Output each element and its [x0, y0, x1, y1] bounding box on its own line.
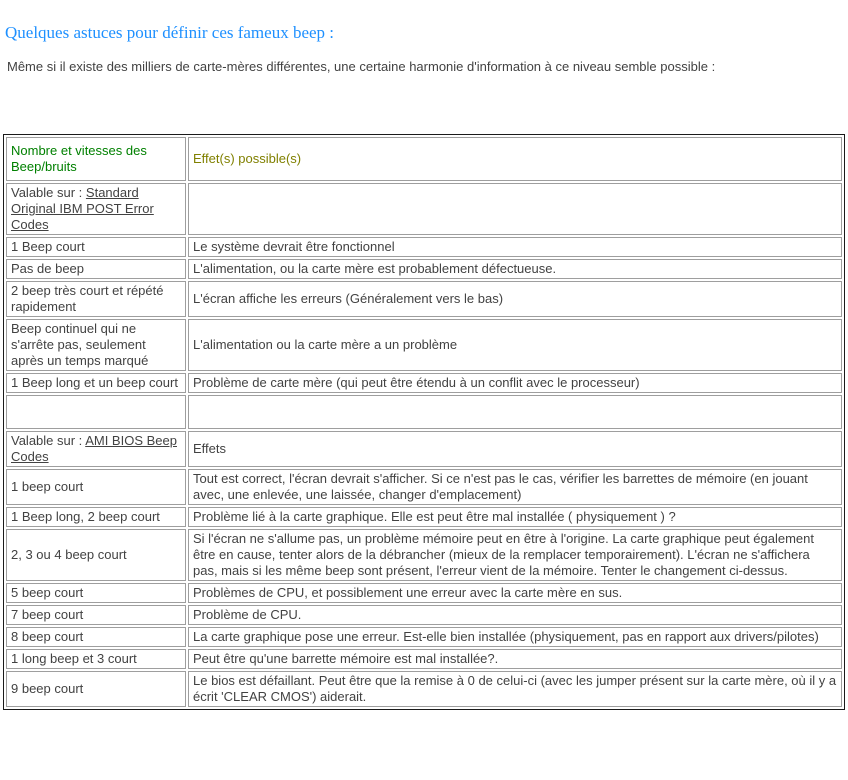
effect-cell: Peut être qu'une barrette mémoire est mal installée?.	[188, 649, 842, 669]
table-row	[6, 259, 842, 279]
table-row	[6, 183, 842, 235]
effect-cell: L'écran affiche les erreurs (Généralement vers le bas)	[188, 281, 842, 317]
beep-pattern-cell: Pas de beep	[6, 259, 186, 279]
effect-cell: L'alimentation, ou la carte mère est probablement défectueuse.	[188, 259, 842, 279]
table-row	[6, 507, 842, 527]
beep-pattern-cell	[6, 183, 186, 235]
beep-codes-table	[3, 134, 845, 710]
effect-cell: Problème de CPU.	[188, 605, 842, 625]
beep-pattern-cell: 1 Beep long, 2 beep court	[6, 507, 186, 527]
effect-cell	[188, 395, 842, 429]
effect-cell: Problème de carte mère (qui peut être étendu à un conflit avec le processeur)	[188, 373, 842, 393]
effect-cell: Effets	[188, 431, 842, 467]
beep-pattern-cell: 8 beep court	[6, 627, 186, 647]
beep-pattern-cell: 2 beep très court et répété rapidement	[6, 281, 186, 317]
beep-pattern-cell	[6, 431, 186, 467]
beep-pattern-cell: 5 beep court	[6, 583, 186, 603]
table-row	[6, 281, 842, 317]
beep-pattern-cell: 7 beep court	[6, 605, 186, 625]
effect-cell: Problème lié à la carte graphique. Elle est peut être mal installée ( physiquement ) ?	[188, 507, 842, 527]
effect-cell: L'alimentation ou la carte mère a un problème	[188, 319, 842, 371]
table-row	[6, 431, 842, 467]
effect-cell: Le bios est défaillant. Peut être que la remise à 0 de celui-ci (avec les jumper présent sur la carte mère, où il y a écrit 'CLEAR CMOS') aiderait.	[188, 671, 842, 707]
beep-pattern-cell: Beep continuel qui ne s'arrête pas, seulement après un temps marqué	[6, 319, 186, 371]
table-row	[6, 627, 842, 647]
section-prefix: Valable sur :	[11, 433, 86, 448]
table-row	[6, 373, 842, 393]
table-row	[6, 137, 842, 181]
beep-pattern-cell: 2, 3 ou 4 beep court	[6, 529, 186, 581]
column-header-beeps: Nombre et vitesses des Beep/bruits	[6, 137, 186, 181]
effect-cell: Le système devrait être fonctionnel	[188, 237, 842, 257]
table-row	[6, 237, 842, 257]
intro-paragraph: Même si il existe des milliers de carte-mères différentes, une certaine harmonie d'information à ce niveau semble possible :	[7, 59, 716, 74]
page-title: Quelques astuces pour définir ces fameux beep :	[5, 23, 335, 42]
table-row	[6, 671, 842, 707]
beep-pattern-cell: 1 Beep long et un beep court	[6, 373, 186, 393]
column-header-effects: Effet(s) possible(s)	[188, 137, 842, 181]
beep-pattern-cell: 1 Beep court	[6, 237, 186, 257]
effect-cell: Si l'écran ne s'allume pas, un problème mémoire peut en être à l'origine. La carte graphique peut également être en cause, tenter alors de la débrancher (mieux de la remplacer temporairement). L'écran ne s'affichera pas, mais si les même beep sont présent, l'erreur vient de la mémoire. Tenter le changement ci-dessus.	[188, 529, 842, 581]
effect-cell: La carte graphique pose une erreur. Est-elle bien installée (physiquement, pas en rapport aux drivers/pilotes)	[188, 627, 842, 647]
table-row	[6, 583, 842, 603]
effect-cell: Tout est correct, l'écran devrait s'afficher. Si ce n'est pas le cas, vérifier les barrettes de mémoire (en jouant avec, une enlevée, une laissée, changer d'emplacement)	[188, 469, 842, 505]
section-prefix: Valable sur :	[11, 185, 86, 200]
section-link[interactable]: Standard Original IBM POST Error Codes	[11, 185, 154, 232]
effect-cell: Problèmes de CPU, et possiblement une erreur avec la carte mère en sus.	[188, 583, 842, 603]
beep-pattern-cell: 9 beep court	[6, 671, 186, 707]
effect-cell	[188, 183, 842, 235]
table-row	[6, 605, 842, 625]
table-row	[6, 395, 842, 429]
beep-pattern-cell: 1 long beep et 3 court	[6, 649, 186, 669]
table-row	[6, 649, 842, 669]
table-row	[6, 469, 842, 505]
beep-pattern-cell	[6, 395, 186, 429]
section-link[interactable]: AMI BIOS Beep Codes	[11, 433, 177, 464]
table-row	[6, 319, 842, 371]
table-row	[6, 529, 842, 581]
beep-pattern-cell: 1 beep court	[6, 469, 186, 505]
